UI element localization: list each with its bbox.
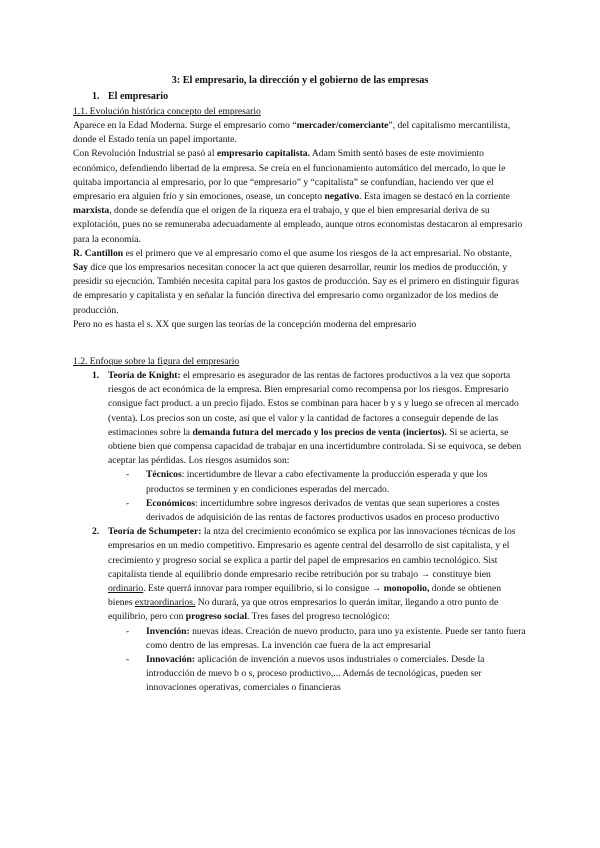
text-run: Con Revolución Industrial se pasó al [73,148,217,160]
dash-bullet: - [126,497,130,509]
bold-term: R. Cantillon [73,247,124,259]
paragraph-revolucion-industrial [73,147,525,246]
bold-term: monopolio, [381,583,430,595]
subsection-heading-1-2: 1.2. Enfoque sobre la figura del empresario [73,356,240,367]
text-run: nuevas ideas. Creación de nuevo producto, para uno ya existente. Puede ser tanto fuera como dentro de las empresas. La invención cae fuera de la act empresarial [146,625,526,651]
bold-term: Say [73,262,88,274]
text-run: Aparece en la Edad Moderna. Surge el empresario como “ [73,120,297,131]
text-run: ”, del capitalismo mercantilista, donde el Estado tenía un papel importante. [73,120,511,146]
text-run: constituye bien [430,568,491,580]
paragraph-edad-moderna [73,119,525,147]
dash-bullet: - [126,654,130,666]
list-number: 1. [92,370,100,381]
subsection-heading-1-1: 1.1. Evolución histórica concepto del empresario [73,106,261,117]
bold-term: Económicos [146,497,196,509]
bold-term: empresario capitalista. [216,148,310,160]
bold-term: marxista [73,205,110,217]
bold-term: Invención: [146,625,190,637]
bold-term: negativo [324,191,360,203]
paragraph-siglo-xx: Pero no es hasta el s. XX que surgen las teorías de la concepción moderna del empresario [73,318,417,330]
underlined-term: extraordinarios. [134,597,196,609]
text-run: : incertidumbre sobre ingresos derivados de ventas que sean superiores a costes derivados de adquisición de las rentas de factores productivos usados en proceso productivo [146,497,500,524]
text-run: No durará, ya que otros empresarios lo querán imitar, llegando a otro punto de equilibrio, pero con [108,597,499,623]
schumpeter-title: Teoría de Schumpeter: [108,526,202,538]
knight-paragraph [108,369,526,468]
text-run: : incertidumbre de llevar a cabo efectivamente la producción esperada y que los productos se terminen y en condiciones esperadas del mercado. [146,469,488,495]
dash-bullet: - [126,469,130,481]
history-paragraphs [73,119,525,332]
list-item-knight [92,369,526,468]
text-run: . Tres fases del progreso tecnológico: [247,611,390,623]
list-item-economicos [92,497,526,525]
theories-list [92,369,526,696]
dash-bullet: - [126,625,130,637]
bold-term: progreso social [185,611,247,623]
right-arrow-icon: → [420,568,431,580]
text-run: la ntza del crecimiento económico se explica por las innovaciones técnicas de los empresarios en un medio competitivo. Empresario es agente central del desarrollo de sist capitalista, y el crecimiento y progreso social se explica a partir del papel de empresarios en cambio tecnológico. Sist capitalista tiende al equilibrio donde empresario recibe retribución por su trabajo [108,526,516,580]
section-heading-number: 1. [92,91,100,102]
schumpeter-paragraph [108,525,526,624]
bold-term: Técnicos [146,469,182,481]
text-run: Adam Smith sentó bases de este movimiento económico, defendiendo libertad de la empresa. Se creía en el funcionamiento automático del mercado, lo que le quitaba importancia al empresario, por lo que “empresario” y “capitalista” se confundían, haciendo ver que el empresario era alguien frío y sin emociones, osease, un concepto [73,148,506,203]
text-run: aplicación de invención a nuevos usos industriales o comerciales. Desde la introducción de nuevo b o s, proceso productivo,... Además de tecnológicas, pueden ser innovaciones operativas, comerciales o financieras [146,654,485,694]
bold-term: mercader/comerciante [296,120,389,131]
text-run: . Este querrá innovar para romper equilibrio, si lo consigue [143,583,372,595]
knight-title: Teoría de Knight: [108,370,181,381]
text-run: donde se obtienen bienes [108,583,502,609]
underlined-term: ordinario [108,583,144,595]
list-item-invencion [92,625,526,653]
list-number: 2. [92,526,100,538]
text-run: dice que los empresarios necesitan conocer la act que quieren desarrollar, reunir los medios de producción, y presidir su ejecución. También necesita capital para los gastos de producción. Say es el primero en distinguir figuras de empresario y capitalista y en señalar la función directiva del empresario como organizador de los medios de producción. [73,262,519,316]
bold-term: demanda futura del mercado y los precios de venta (inciertos). [192,426,447,438]
text-run: . Esta imagen se destacó en la corriente [359,191,510,203]
right-arrow-icon: → [371,583,382,595]
list-item-innovacion [92,653,526,696]
bold-term: Innovación: [146,654,196,666]
text-run: es el primero que ve al empresario como el que asume los riesgos de la act empresarial. No obstante, [123,247,512,259]
section-heading [92,90,168,104]
paragraph-cantillon-say [73,247,525,318]
text-run: Si se acierta, se obtiene bien que compensa capacidad de trabajar en una incertidumbre controlada. Si se equivoca, se deben aceptar las pérdidas. Los riesgos asumidos son: [108,426,522,467]
section-heading-text: El empresario [108,91,169,102]
document-title: 3: El empresario, la dirección y el gobierno de las empresas [171,75,429,86]
list-item-schumpeter [92,525,526,624]
text-run: , donde se defendía que el origen de la riqueza era el trabajo, y que el bien empresarial deriva de su explotación, pues no se remuneraba adecuadamente al empleado, aunque otros economistas destacaron al empresario para la economía. [73,205,523,245]
text-run: el empresario es asegurador de las rentas de factores productivos a la vez que soporta riesgos de act económica de la empresa. Bien empresarial como recompensa por los riesgos. Empresario consigue fact product. a un precio fijado. Estos se combinan para hacer b y s y luego se ofrecen al mercado (venta). Los precios son un coste, así que el valor y la cantidad de factores a conseguir depende de las estimaciones sobre la [108,370,519,438]
list-item-tecnicos [92,468,526,496]
